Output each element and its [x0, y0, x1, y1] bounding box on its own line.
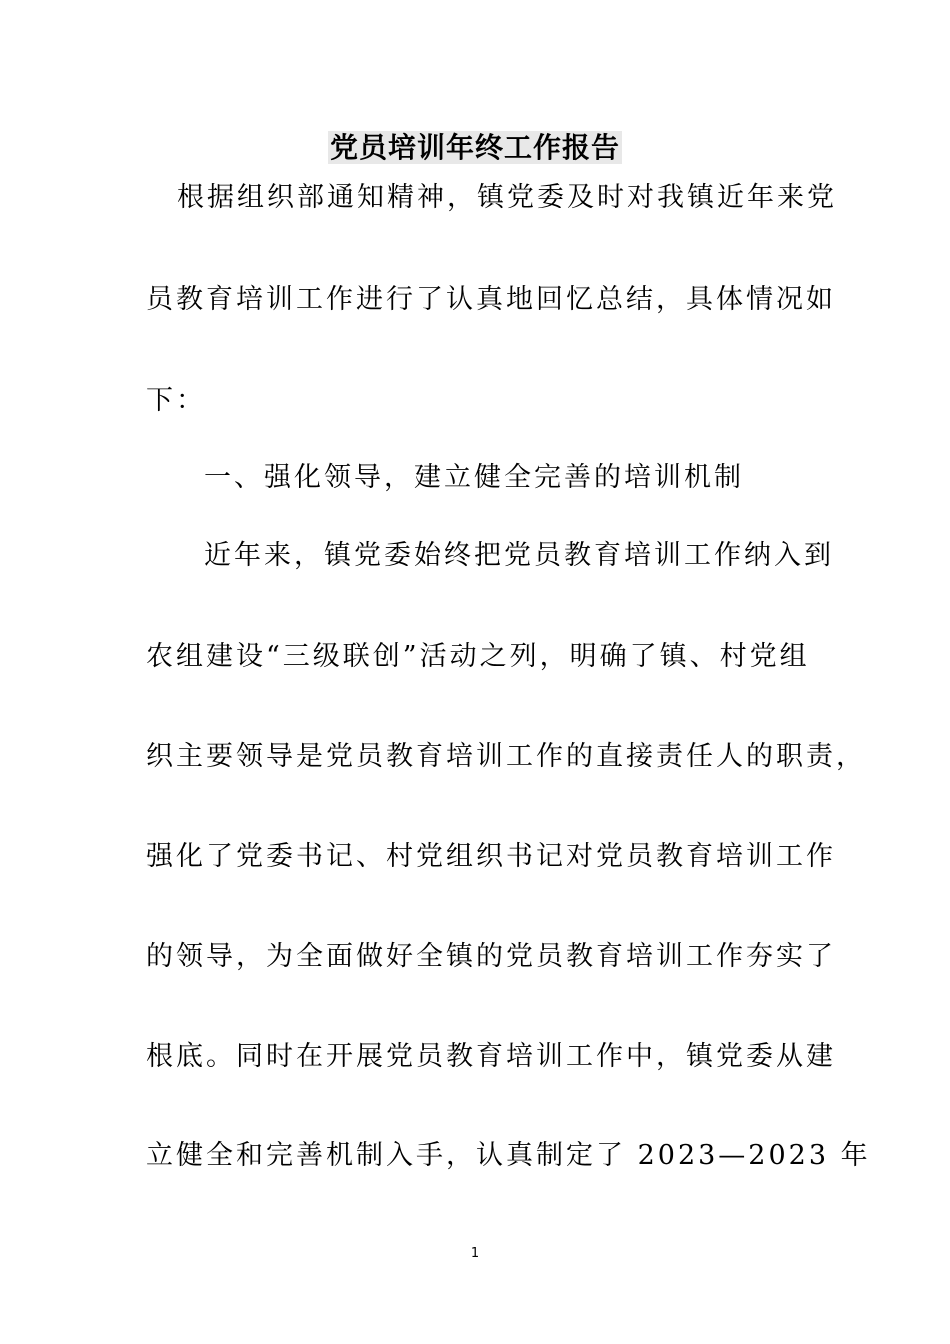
body-line: 织主要领导是党员教育培训工作的直接责任人的职责， — [146, 741, 866, 772]
body-line: 员教育培训工作进行了认真地回忆总结，具体情况如 — [146, 284, 836, 315]
page-number: 1 — [470, 1246, 480, 1261]
document-title: 党员培训年终工作报告 — [329, 131, 620, 164]
body-line: 的领导，为全面做好全镇的党员教育培训工作夯实了 — [146, 941, 836, 972]
body-line: 近年来，镇党委始终把党员教育培训工作纳入到 — [204, 540, 834, 571]
body-line: 下： — [146, 385, 206, 416]
body-line: 根据组织部通知精神，镇党委及时对我镇近年来党 — [177, 182, 837, 213]
body-line: 根底。同时在开展党员教育培训工作中，镇党委从建 — [146, 1041, 836, 1072]
body-line: 立健全和完善机制入手，认真制定了 2023—2023 年 — [146, 1140, 871, 1171]
body-line: 农组建设“三级联创”活动之列，明确了镇、村党组 — [146, 641, 810, 672]
body-line: 强化了党委书记、村党组织书记对党员教育培训工作 — [146, 841, 836, 872]
section-heading: 一、强化领导，建立健全完善的培训机制 — [204, 462, 744, 493]
